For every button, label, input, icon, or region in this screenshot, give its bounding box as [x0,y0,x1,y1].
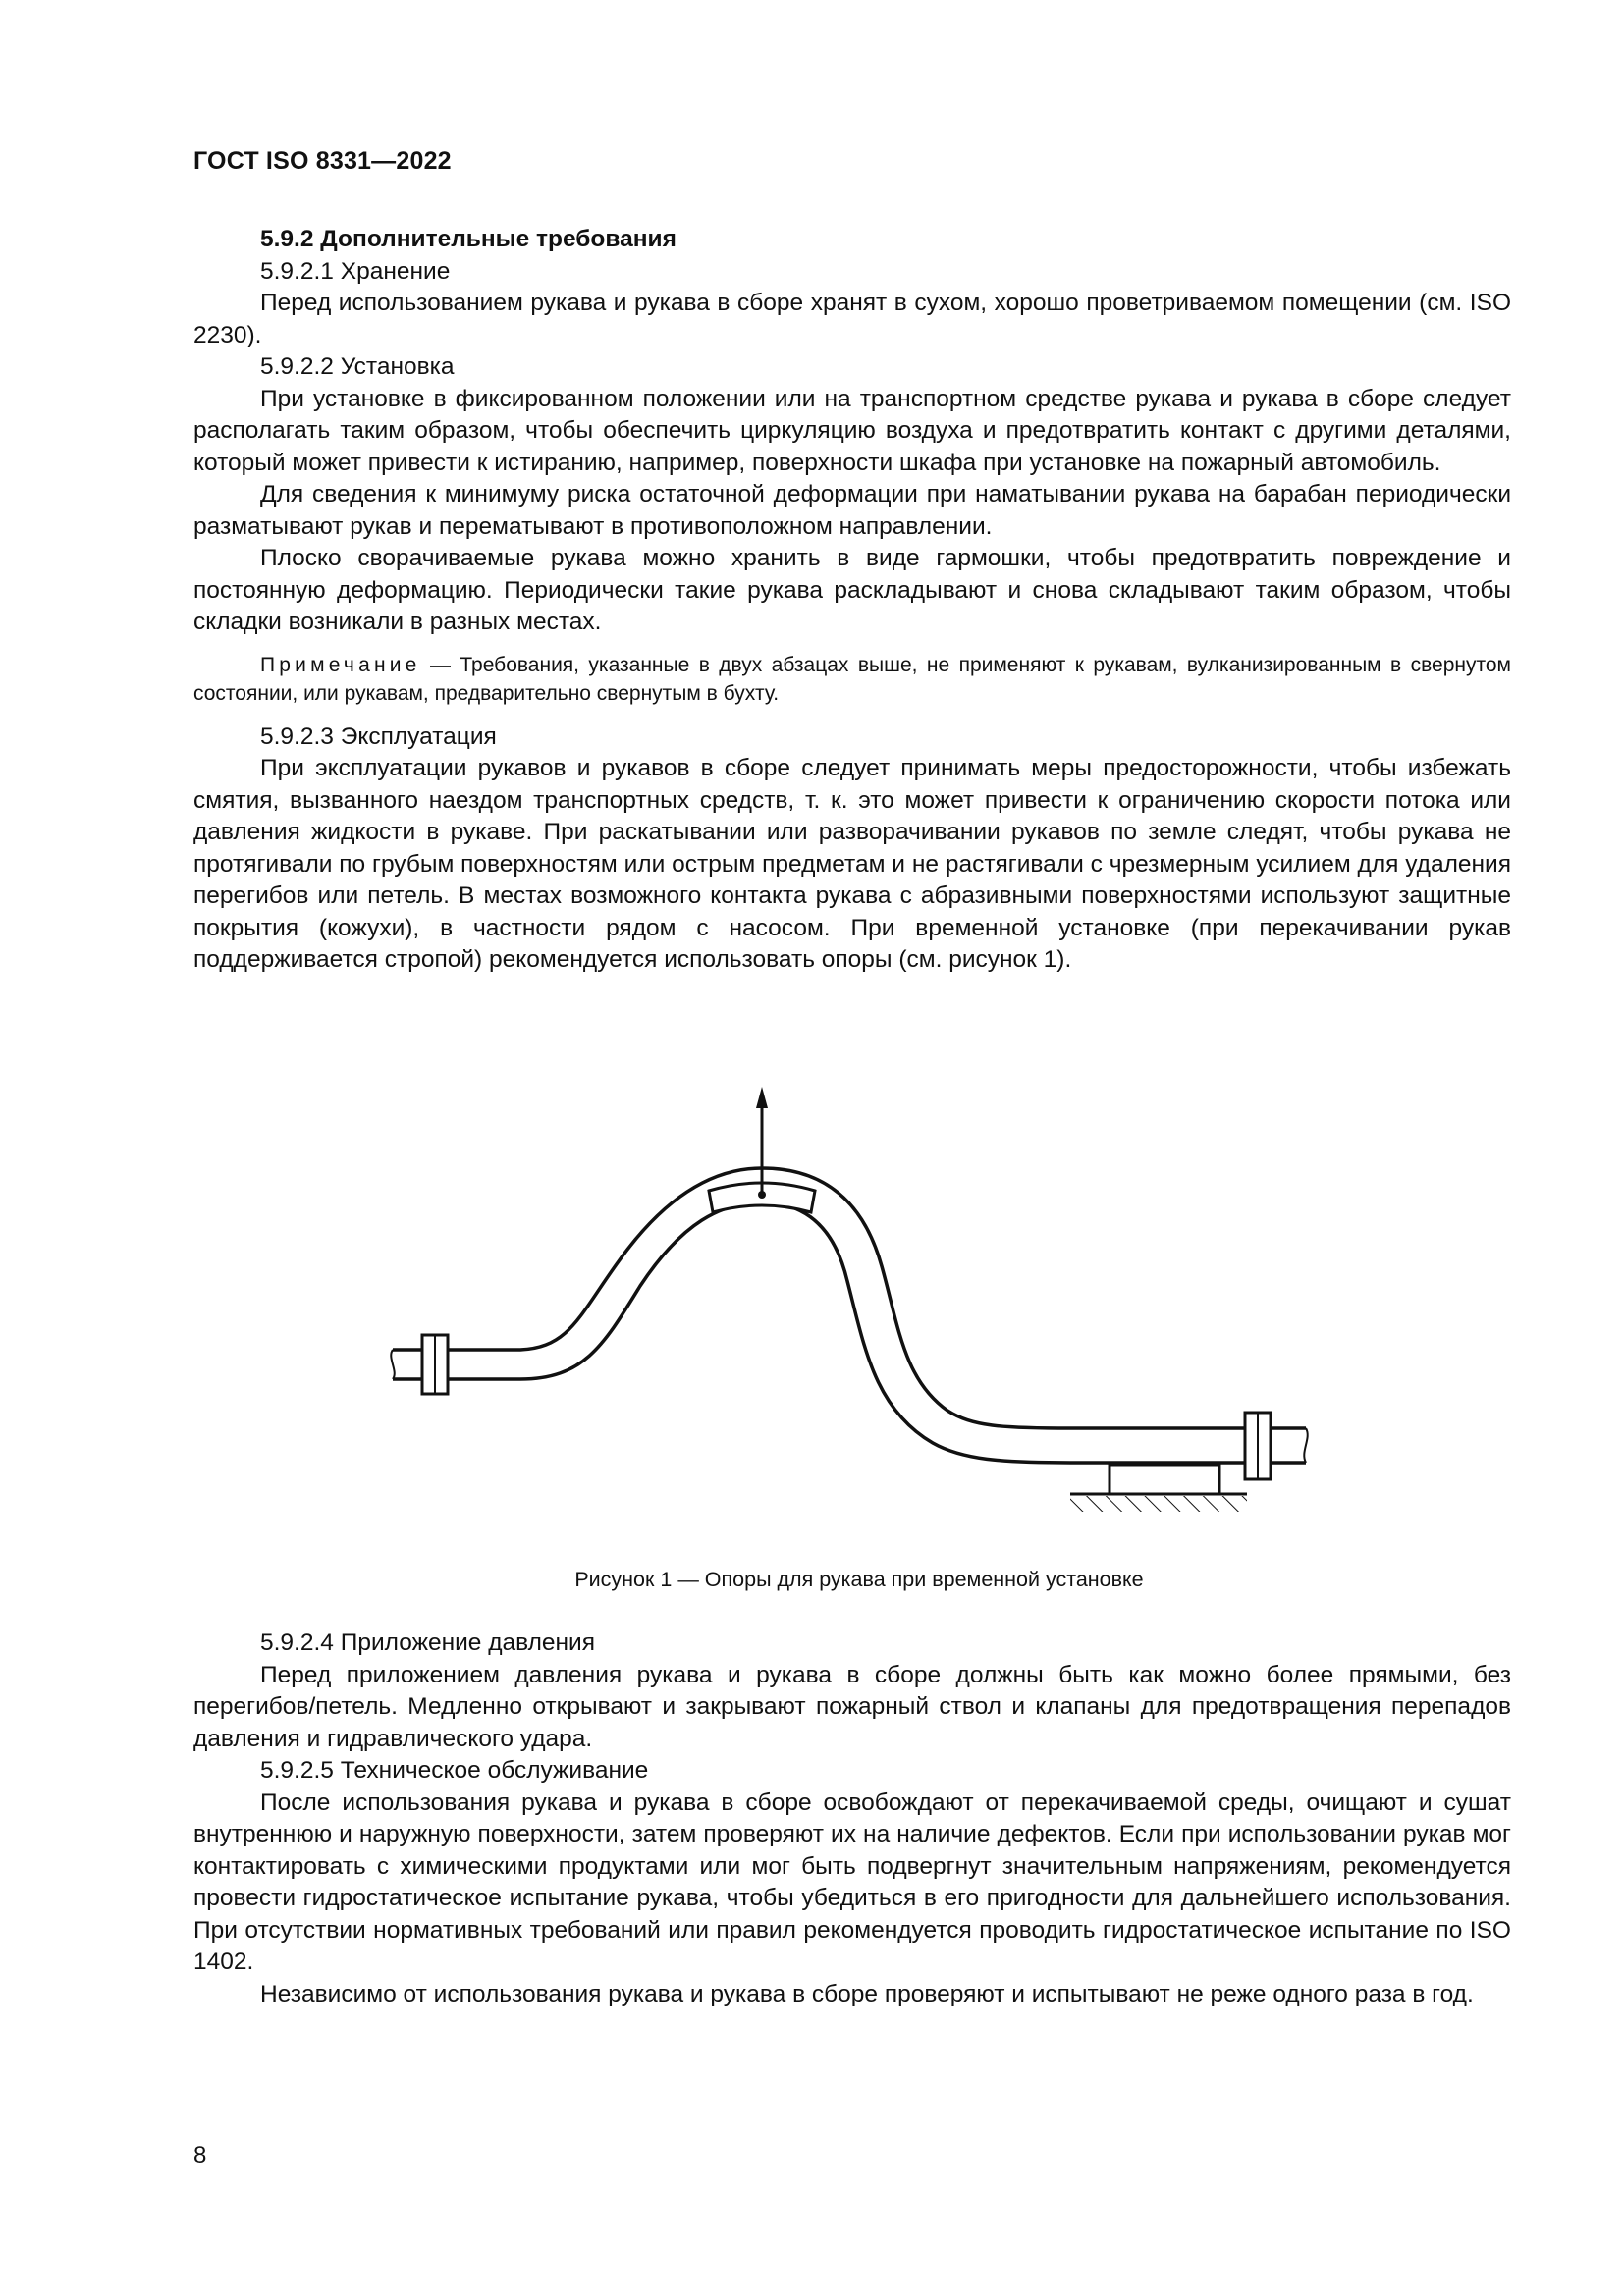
section-upper [193,224,1511,977]
figure-caption [0,1568,1624,1592]
subsection-heading-pressure: 5.9.2.4 Приложение давления [260,1629,596,1656]
subsection-heading-operation: 5.9.2.3 Эксплуатация [260,722,497,750]
hose-inner-edge [393,1202,1306,1463]
paragraph-pressure: Перед приложением давления рукава и рукава в сборе должны быть как можно более прямыми, без перегибов/петель. Медленно открывают и закрывают пожарный ствол и клапаны для предотвращения перепадов давления и гидравлического удара. [193,1661,1511,1752]
subsection-heading-installation: 5.9.2.2 Установка [260,353,455,380]
lifting-point [758,1191,766,1199]
hose-outer-edge [393,1168,1306,1428]
section-lower [193,1628,1511,2010]
note-dash: — [420,653,460,676]
paragraph-installation-3: Плоско сворачиваемые рукава можно хранить в виде гармошки, чтобы предотвратить повреждение и постоянную деформацию. Периодически такие рукава раскладывают и снова складывают таким образом, чтобы складки возникали в разных местах. [193,545,1511,635]
subsection-heading-maintenance: 5.9.2.5 Техническое обслуживание [260,1757,649,1784]
paragraph-maintenance-2: Независимо от использования рукава и рукава в сборе проверяют и испытывают не реже одного раза в год. [260,1980,1474,2007]
note-label: Примечание [260,653,421,676]
lifting-arrow-head [756,1087,768,1108]
section-title: 5.9.2 Дополнительные требования [260,226,677,252]
paragraph-installation-2: Для сведения к минимуму риска остаточной деформации при наматывании рукава на барабан периодически разматывают рукав и перематывают в противоположном направлении. [193,481,1511,540]
figure-caption-text: Рисунок 1 — Опоры для рукава при временной установке [574,1568,1144,1591]
subsection-heading-storage: 5.9.2.1 Хранение [260,257,451,285]
left-pipe-end [391,1350,394,1379]
right-pipe-end [1304,1428,1307,1463]
document-code-header: ГОСТ ISO 8331—2022 [193,147,452,175]
note [193,651,1511,708]
paragraph-maintenance-1: После использования рукава и рукава в сборе освобождают от перекачиваемой среды, очищают и сушат внутреннюю и наружную поверхности, затем проверяют их на наличие дефектов. Если при использовании рукав мог контактировать с химическими продуктами или мог быть подвергнут значительным напряжениям, рекомендуется провести гидростатическое испытание рукава, чтобы убедиться в его пригодности для дальнейшего использования. При отсутствии нормативных требований или правил рекомендуется проводить гидростатическое испытание по ISO 1402. [193,1789,1511,1975]
page-number: 8 [193,2142,207,2168]
paragraph-installation-1: При установке в фиксированном положении или на транспортном средстве рукава и рукава в сборе следует располагать таким образом, чтобы обеспечить циркуляцию воздуха и предотвратить контакт с другими деталями, который может привести к истиранию, например, поверхности шкафа при установке на пожарный автомобиль. [193,385,1511,476]
note-text: Требования, указанные в двух абзацах выше, не применяют к рукавам, вулканизированным в свернутом состоянии, или рукавам, предварительно свернутым в бухту. [193,653,1511,705]
ground-hatch [1070,1496,1247,1512]
figure-hose-supports [383,1085,1326,1556]
paragraph-storage: Перед использованием рукава и рукава в сборе хранят в сухом, хорошо проветриваемом помещении (см. ISO 2230). [193,290,1511,348]
ground-support [1110,1465,1219,1494]
hose-diagram [383,1085,1326,1556]
paragraph-operation: При эксплуатации рукавов и рукавов в сборе следует принимать меры предосторожности, чтобы избежать смятия, вызванного наездом транспортных средств, т. к. это может привести к ограничению скорости потока или давления жидкости в рукаве. При раскатывании или разворачивании рукавов по земле следят, чтобы рукава не протягивали по грубым поверхностям или острым предметам и не растягивали с чрезмерным усилием для удаления перегибов или петель. В местах возможного контакта рукава с абразивными поверхностями используют защитные покрытия (кожухи), в частности рядом с насосом. При временной установке (при перекачивании рукав поддерживается стропой) рекомендуется использовать опоры (см. рисунок 1). [193,755,1511,973]
